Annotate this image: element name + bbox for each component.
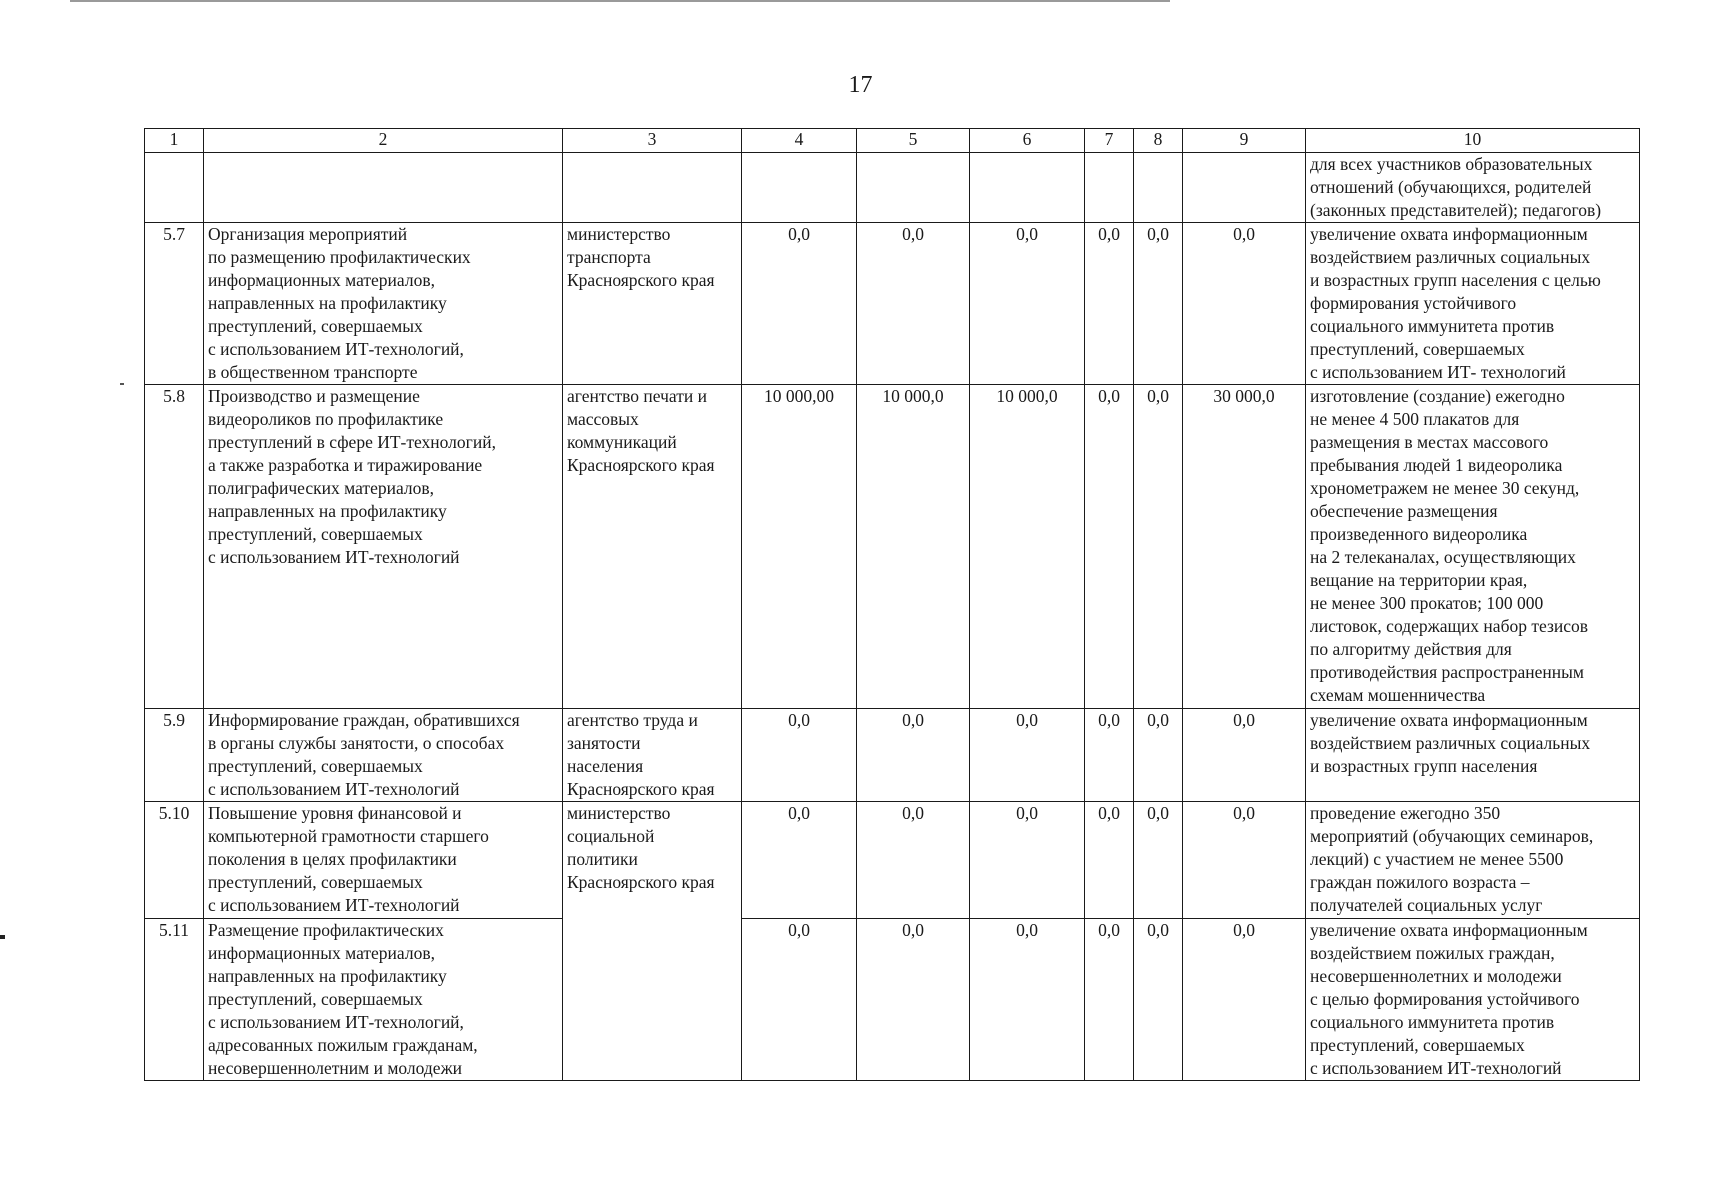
column-header: 10 xyxy=(1306,129,1640,153)
column-header: 3 xyxy=(563,129,742,153)
value-cell: 0,0 xyxy=(1134,919,1183,1081)
measure-name: Повышение уровня финансовой и компьютерной грамотности старшего поколения в целях профилактики преступлений, совершаемых с использованием ИТ-технологий xyxy=(204,802,563,919)
table-row xyxy=(145,919,1640,1081)
table-row xyxy=(145,709,1640,802)
value-cell: 0,0 xyxy=(742,802,857,919)
executor-cell: министерство социальной политики Красноярского края xyxy=(563,802,742,1081)
table-cell xyxy=(857,153,970,223)
value-cell: 0,0 xyxy=(1085,223,1134,385)
continuation-row xyxy=(145,153,1640,223)
item-number: 5.9 xyxy=(145,709,204,802)
value-cell: 0,0 xyxy=(1085,385,1134,709)
executor-cell: министерство транспорта Красноярского края xyxy=(563,223,742,385)
value-cell: 0,0 xyxy=(857,802,970,919)
value-cell: 0,0 xyxy=(742,223,857,385)
table-cell xyxy=(1183,153,1306,223)
table-row xyxy=(145,802,1640,919)
column-header: 2 xyxy=(204,129,563,153)
table-cell xyxy=(1085,153,1134,223)
column-header: 4 xyxy=(742,129,857,153)
value-cell: 0,0 xyxy=(742,919,857,1081)
value-cell: 10 000,0 xyxy=(857,385,970,709)
table-cell xyxy=(1134,153,1183,223)
value-cell: 0,0 xyxy=(1085,709,1134,802)
page-number: 17 xyxy=(848,72,873,98)
table-row xyxy=(145,385,1640,709)
value-cell: 0,0 xyxy=(857,223,970,385)
column-header: 6 xyxy=(970,129,1085,153)
value-cell: 10 000,00 xyxy=(742,385,857,709)
table-cell xyxy=(204,153,563,223)
column-number-row xyxy=(145,129,1640,153)
column-header: 5 xyxy=(857,129,970,153)
value-cell: 0,0 xyxy=(857,919,970,1081)
value-cell: 0,0 xyxy=(1183,802,1306,919)
value-cell: 0,0 xyxy=(1134,385,1183,709)
program-table xyxy=(144,128,1640,1081)
value-cell: 0,0 xyxy=(970,709,1085,802)
measure-name: Производство и размещение видеороликов по профилактике преступлений в сфере ИТ-технологий, а также разработка и тиражирование полиграфических материалов, направленных на профилактику преступлений, совершаемых с использованием ИТ-технологий xyxy=(204,385,563,709)
result-cell: изготовление (создание) ежегодно не менее 4 500 плакатов для размещения в местах массового пребывания людей 1 видеоролика хронометражем не менее 30 секунд, обеспечение размещения произведенного видеоролика на 2 телеканалах, осуществляющих вещание на территории края, не менее 300 прокатов; 100 000 листовок, содержащих набор тезисов по алгоритму действия для противодействия распространенным схемам мошенничества xyxy=(1306,385,1640,709)
value-cell: 0,0 xyxy=(970,802,1085,919)
result-cell: увеличение охвата информационным воздействием различных социальных и возрастных групп населения с целью формирования устойчивого социального иммунитета против преступлений, совершаемых с использованием ИТ- технологий xyxy=(1306,223,1640,385)
value-cell: 0,0 xyxy=(970,223,1085,385)
value-cell: 0,0 xyxy=(1183,919,1306,1081)
measure-name: Информирование граждан, обратившихся в органы службы занятости, о способах преступлений, совершаемых с использованием ИТ-технологий xyxy=(204,709,563,802)
value-cell: 0,0 xyxy=(1134,802,1183,919)
value-cell: 10 000,0 xyxy=(970,385,1085,709)
result-cell: увеличение охвата информационным воздействием различных социальных и возрастных групп населения xyxy=(1306,709,1640,802)
value-cell: 0,0 xyxy=(1183,709,1306,802)
item-number: 5.11 xyxy=(145,919,204,1081)
measure-name: Размещение профилактических информационных материалов, направленных на профилактику преступлений, совершаемых с использованием ИТ-технологий, адресованных пожилым гражданам, несовершеннолетним и молодежи xyxy=(204,919,563,1081)
table-cell xyxy=(742,153,857,223)
table-cell xyxy=(970,153,1085,223)
result-cell: для всех участников образовательных отношений (обучающихся, родителей (законных представителей); педагогов) xyxy=(1306,153,1640,223)
measure-name: Организация мероприятий по размещению профилактических информационных материалов, направленных на профилактику преступлений, совершаемых с использованием ИТ-технологий, в общественном транспорте xyxy=(204,223,563,385)
executor-cell: агентство труда и занятости населения Красноярского края xyxy=(563,709,742,802)
value-cell: 0,0 xyxy=(1134,709,1183,802)
table-row xyxy=(145,223,1640,385)
value-cell: 30 000,0 xyxy=(1183,385,1306,709)
top-rule xyxy=(70,0,1170,2)
column-header: 7 xyxy=(1085,129,1134,153)
table-cell xyxy=(563,153,742,223)
value-cell: 0,0 xyxy=(857,709,970,802)
column-header: 1 xyxy=(145,129,204,153)
value-cell: 0,0 xyxy=(742,709,857,802)
item-number: 5.7 xyxy=(145,223,204,385)
item-number: 5.10 xyxy=(145,802,204,919)
result-cell: увеличение охвата информационным воздействием пожилых граждан, несовершеннолетних и молодежи с целью формирования устойчивого социального иммунитета против преступлений, совершаемых с использованием ИТ-технологий xyxy=(1306,919,1640,1081)
value-cell: 0,0 xyxy=(1085,802,1134,919)
value-cell: 0,0 xyxy=(1085,919,1134,1081)
column-header: 9 xyxy=(1183,129,1306,153)
item-number: 5.8 xyxy=(145,385,204,709)
column-header: 8 xyxy=(1134,129,1183,153)
margin-mark xyxy=(120,383,124,385)
value-cell: 0,0 xyxy=(970,919,1085,1081)
value-cell: 0,0 xyxy=(1183,223,1306,385)
table-cell xyxy=(145,153,204,223)
margin-tick xyxy=(0,935,5,939)
executor-cell: агентство печати и массовых коммуникаций Красноярского края xyxy=(563,385,742,709)
value-cell: 0,0 xyxy=(1134,223,1183,385)
result-cell: проведение ежегодно 350 мероприятий (обучающих семинаров, лекций) с участием не менее 5500 граждан пожилого возраста – получателей социальных услуг xyxy=(1306,802,1640,919)
